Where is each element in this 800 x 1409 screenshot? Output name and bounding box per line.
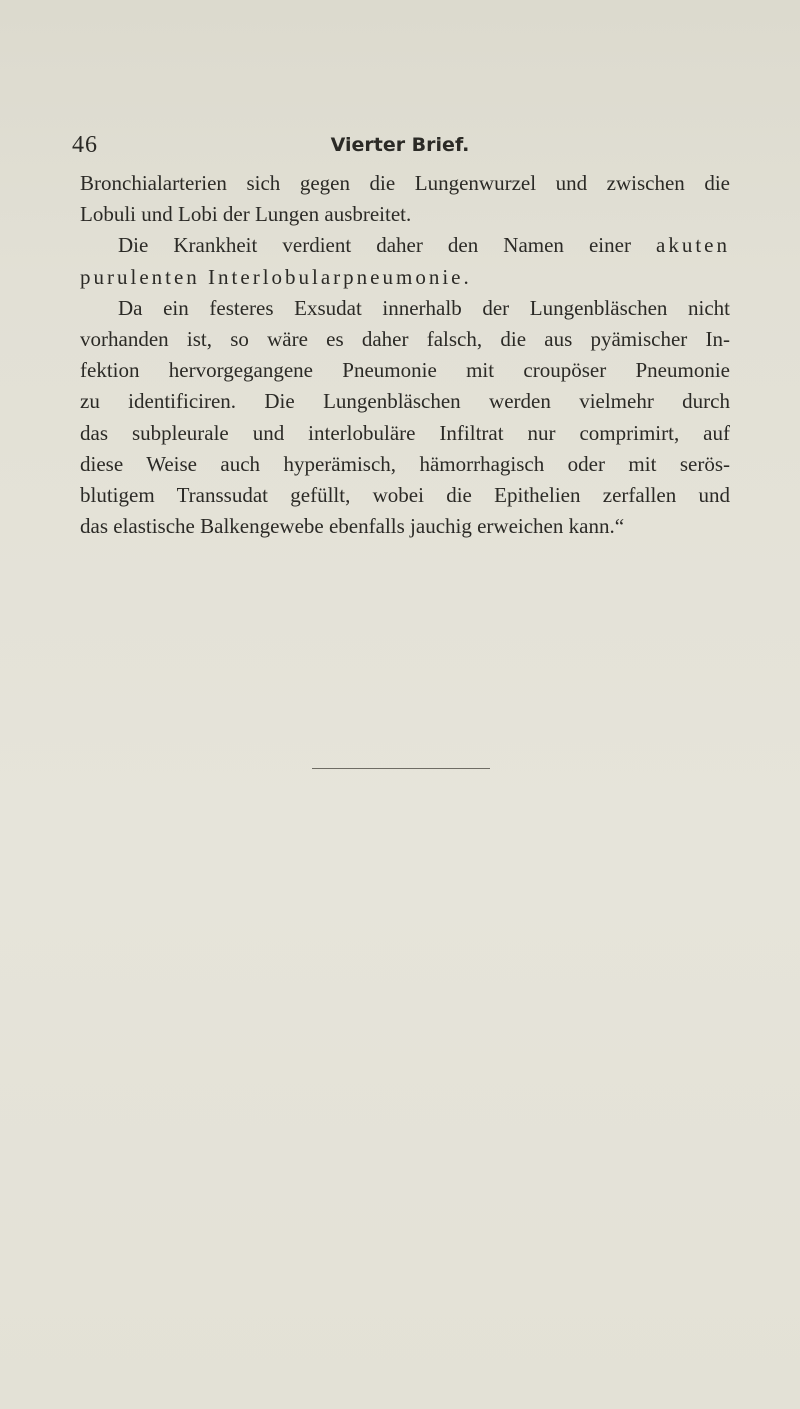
- text-line: Lobuli und Lobi der Lungen ausbreitet.: [80, 202, 412, 227]
- text-line: vorhanden ist, so wäre es daher falsch, die aus pyämischer In-: [80, 326, 730, 351]
- emphasized-term: akuten: [656, 233, 731, 258]
- text-line: fektion hervorgegangene Pneumonie mit croupöser Pneumonie: [80, 358, 730, 383]
- page-number: 46: [72, 132, 98, 158]
- section-divider: [312, 768, 490, 769]
- emphasized-term: purulenten Interlobularpneumonie: [80, 264, 464, 289]
- text-line: zu identificiren. Die Lungenbläschen werden vielmehr durch: [80, 389, 730, 414]
- text-line: das elastische Balkengewebe ebenfalls jauchig erweichen kann.“: [80, 514, 625, 539]
- text-line: Da ein festeres Exsudat innerhalb der Lungenbläschen nicht: [118, 295, 730, 320]
- text-line: blutigem Transsudat gefüllt, wobei die Epithelien zerfallen und: [80, 482, 730, 507]
- text-line: das subpleurale und interlobuläre Infiltrat nur comprimirt, auf: [80, 420, 730, 445]
- text-fragment: Die Krankheit verdient daher den Namen einer: [118, 233, 631, 258]
- body-text: [80, 168, 730, 542]
- running-head: Vierter Brief.: [330, 134, 470, 156]
- text-line: diese Weise auch hyperämisch, hämorrhagisch oder mit serös-: [80, 451, 730, 476]
- text-line: Bronchialarterien sich gegen die Lungenwurzel und zwischen die: [80, 171, 730, 195]
- text-line: [80, 230, 730, 261]
- text-line: purulenten Interlobularpneumonie.: [80, 264, 469, 289]
